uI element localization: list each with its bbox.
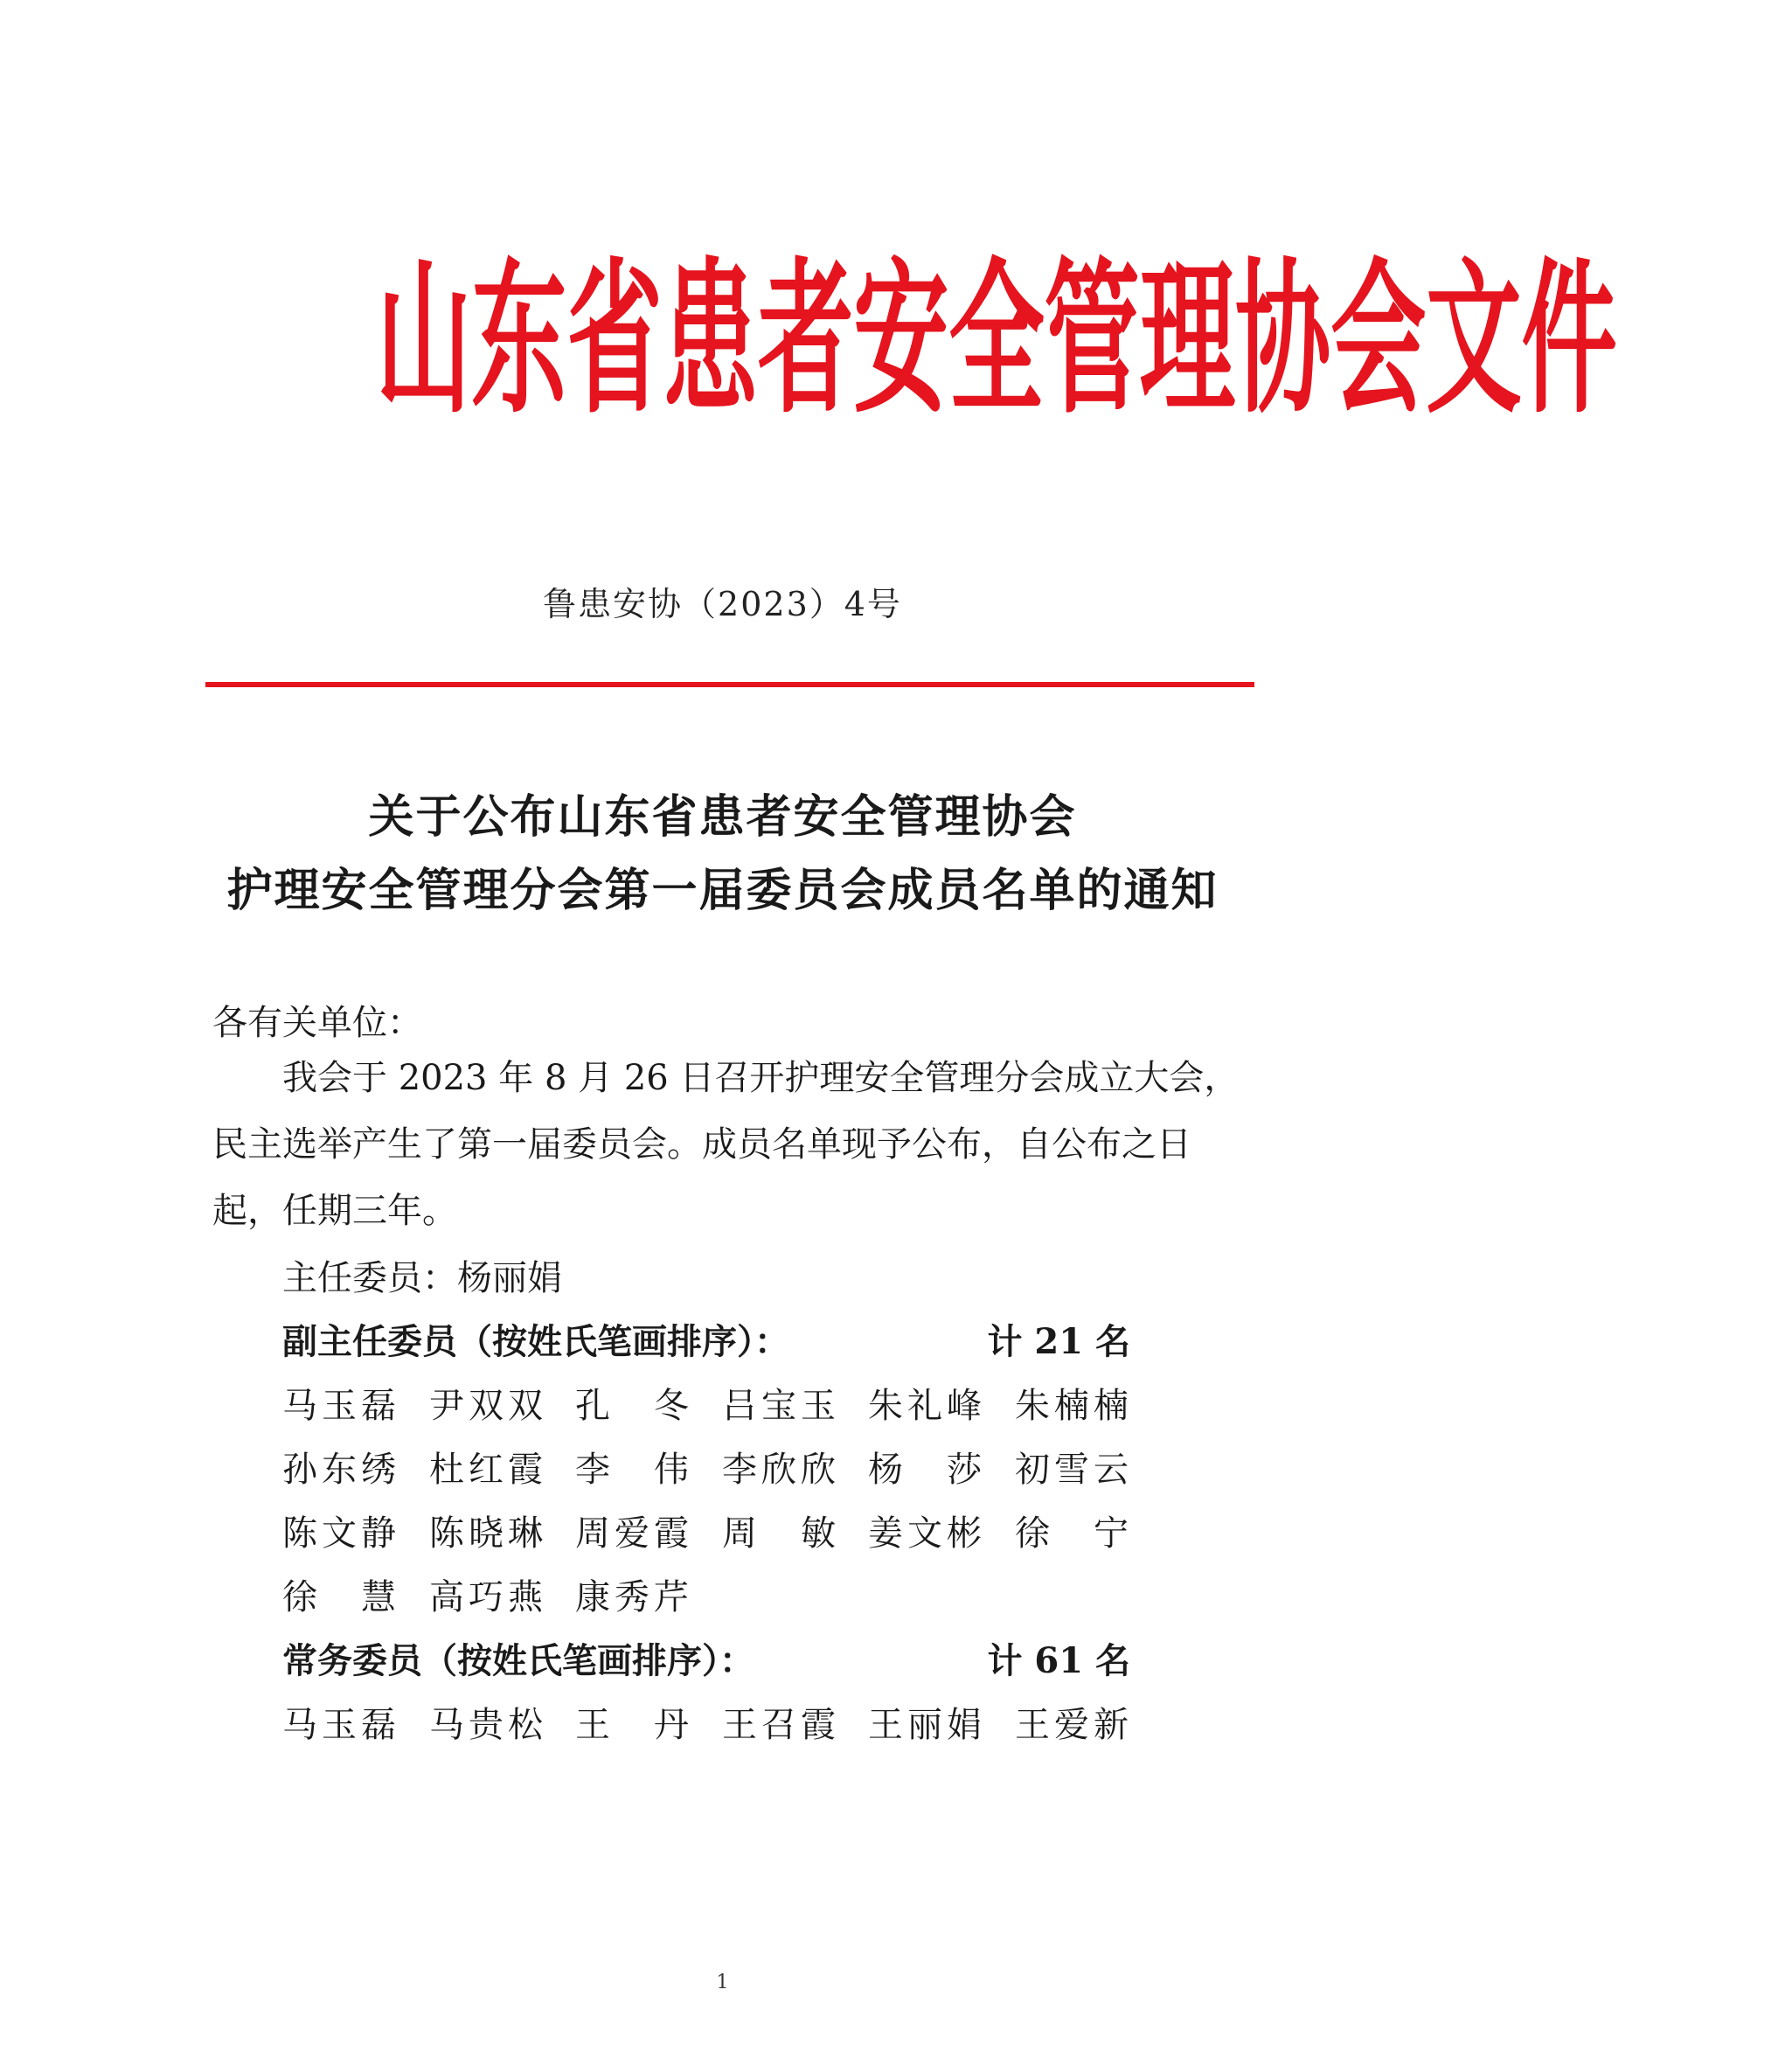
vice-directors-row-2 — [282, 1442, 1156, 1494]
member-name: 姜文彬 — [868, 1513, 982, 1554]
member-name: 朱楠楠 — [1015, 1386, 1129, 1426]
paragraph-line-1: 我会于 2023 年 8 月 26 日召开护理安全管理分会成立大会， — [282, 1058, 1240, 1098]
member-name: 陈文静 — [282, 1513, 396, 1554]
member-name: 王 丹 — [575, 1705, 689, 1745]
member-name: 尹双双 — [429, 1386, 543, 1426]
document-number: 鲁患安协（2023）4号 — [543, 585, 902, 623]
vice-directors-header — [282, 1314, 1130, 1367]
red-divider-line — [205, 682, 1254, 687]
member-name: 王丽娟 — [868, 1705, 982, 1745]
standing-members-header — [282, 1633, 1130, 1686]
director-section — [282, 1250, 1130, 1303]
member-name: 孔 冬 — [575, 1386, 689, 1426]
masthead-text: 山东省患者安全管理协会文件 — [376, 244, 1617, 437]
standing-members-label: 常务委员（按姓氏笔画排序）： — [282, 1640, 754, 1681]
vice-directors-count: 计 21 名 — [987, 1321, 1130, 1362]
vice-directors-row-1 — [282, 1378, 1156, 1430]
vice-directors-row-3 — [282, 1506, 1156, 1558]
member-name: 杜红霞 — [429, 1450, 543, 1490]
member-name: 徐 宁 — [1015, 1513, 1129, 1554]
director-label: 主任委员：杨丽娟 — [282, 1258, 562, 1298]
masthead-title — [201, 236, 1617, 446]
vice-directors-row-4 — [282, 1569, 1156, 1622]
paragraph-line-2: 民主选举产生了第一届委员会。成员名单现予公布，自公布之日 — [212, 1124, 1191, 1165]
paragraph-line-3: 起，任期三年。 — [212, 1191, 457, 1231]
member-name: 周爱霞 — [575, 1513, 689, 1554]
member-name: 吕宝玉 — [722, 1386, 836, 1426]
member-name: 孙东绣 — [282, 1450, 396, 1490]
notice-title-line-1: 关于公布山东省患者安全管理协会 — [368, 791, 1077, 844]
vice-directors-label: 副主任委员（按姓氏笔画排序）： — [282, 1321, 789, 1362]
member-name: 马玉磊 — [282, 1386, 396, 1426]
standing-members-row-1 — [282, 1697, 1156, 1749]
standing-members-count: 计 61 名 — [987, 1640, 1130, 1681]
member-name: 周 敏 — [722, 1513, 836, 1554]
notice-title-line-2: 护理安全管理分会第一届委员会成员名单的通知 — [226, 865, 1219, 917]
member-name: 高巧燕 — [429, 1577, 543, 1617]
member-name: 朱礼峰 — [868, 1386, 982, 1426]
member-name: 王召霞 — [722, 1705, 836, 1745]
member-name: 杨 莎 — [868, 1450, 982, 1490]
member-name: 王爱新 — [1015, 1705, 1129, 1745]
member-name: 李 伟 — [575, 1450, 689, 1490]
member-name: 李欣欣 — [722, 1450, 836, 1490]
member-name: 徐 慧 — [282, 1577, 396, 1617]
member-name: 初雪云 — [1015, 1450, 1129, 1490]
salutation: 各有关单位： — [212, 1003, 422, 1043]
page-number: 1 — [716, 1972, 729, 1993]
member-name: 马贵松 — [429, 1705, 543, 1745]
member-name: 康秀芹 — [575, 1577, 689, 1617]
member-name: 马玉磊 — [282, 1705, 396, 1745]
member-name: 陈晓琳 — [429, 1513, 543, 1554]
